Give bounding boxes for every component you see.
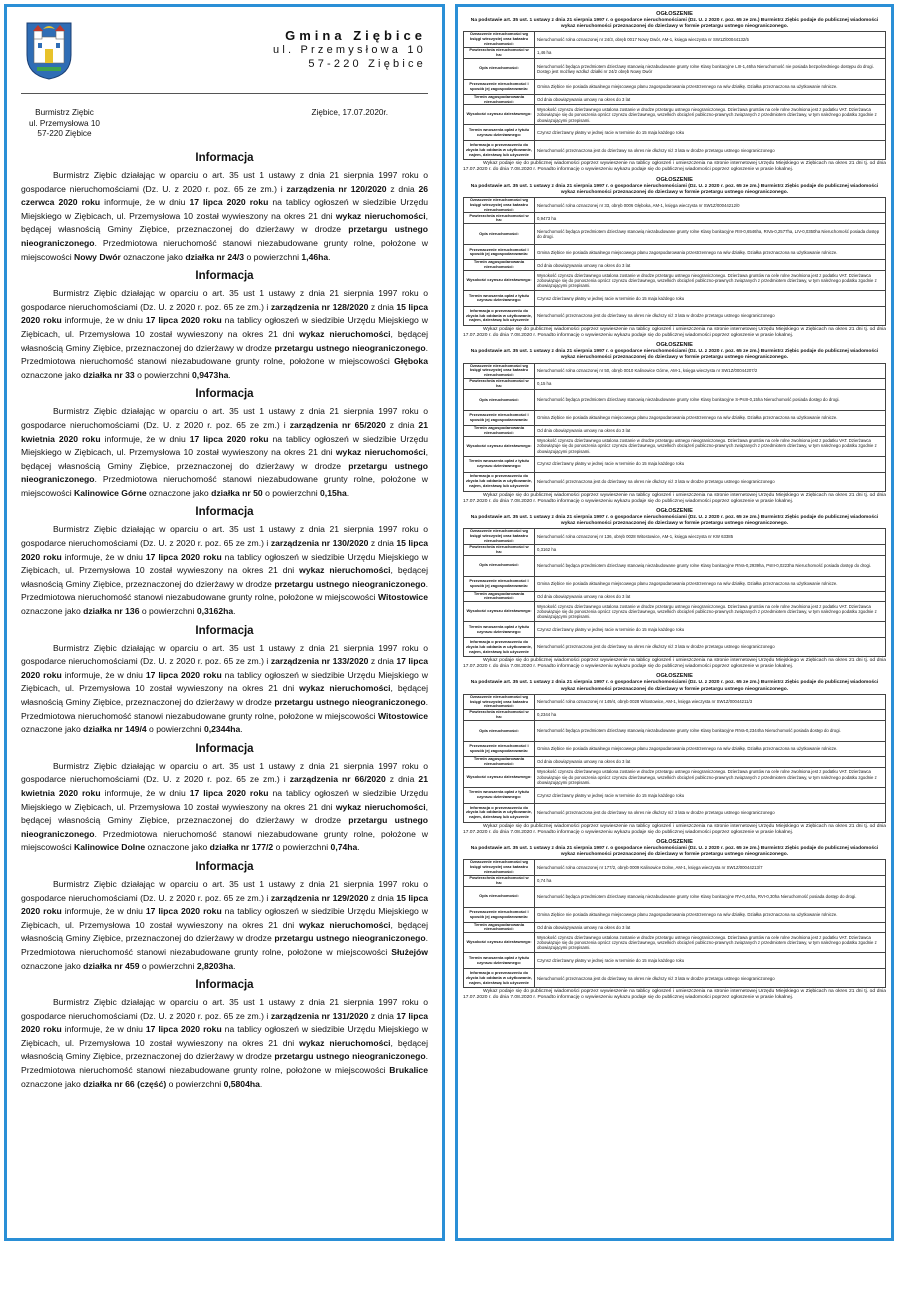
notice-label: Wysokość czynszu dzierżawnego: — [464, 105, 535, 125]
notice-label: Oznaczenie nieruchomości wg księgi wieczystej oraz katastru nieruchomości: — [464, 197, 535, 212]
info-emphasis: działka nr 136 — [83, 606, 140, 617]
letter-date: Ziębice, 17.07.2020r. — [311, 108, 388, 117]
notice-value: Gmina Ziębice nie posiada aktualnego miejscowego planu zagospodarowania przestrzennego na w/w działkę. Działka przeznaczona na użytkowanie rolnicze. — [535, 79, 886, 94]
info-emphasis: wykaz nieruchomości — [299, 683, 391, 694]
notice-row — [464, 79, 886, 94]
info-emphasis: przetargu ustnego nieograniczonego — [274, 342, 426, 353]
notice — [463, 508, 886, 671]
notice-row — [464, 456, 886, 472]
notice-row — [464, 757, 886, 768]
notice-value: Od dnia obowiązywania umowy na okres do 3 lat — [535, 922, 886, 933]
notice-title: OGŁOSZENIE — [656, 11, 693, 17]
notice-footer: Wykaz podaje się do publicznej wiadomości poprzez wywieszenie na tablicy ogłoszeń i umieszczenia na stronie internetowej Urzędu Miejskiego w Ziębicach na okres 21 dni tj. od dnia 17.07.2020 r. do dnia 7.08.2020 r. Ponadto informację o wywieszeniu wykazu podaje się do publicznej wiadomości poprzez ogłoszenie w prasie lokalnej. — [463, 823, 886, 835]
notice-value: Nieruchomość rolna oznaczonej nr 24/3, obręb 0017 Nowy Dwór, AM-1, księga wieczysta nr SW1Z/00044132/5 — [535, 32, 886, 47]
info-emphasis: 1,46ha — [301, 251, 329, 262]
notice-heading: Na podstawie art. 35 ust. 1 ustawy z dnia 21 sierpnia 1997 r. o gospodarce nieruchomościami (Dz. U. z 2020 r. poz. 65 ze zm.) Burmistrz Ziębic podaje do publicznej wiadomości wykaz nieruchomości przeznaczonej do dzierżawy w formie przetargu ustnego nieograniczonego. — [470, 18, 879, 30]
info-emphasis: 26 czerwca 2020 roku — [21, 183, 428, 208]
notice-label: Termin zagospodarowania nieruchomości: — [464, 94, 535, 105]
notice-label: Przeznaczenie nieruchomości i sposób jej zagospodarowania: — [464, 410, 535, 425]
notice-label: Informacja o przeznaczeniu do zbycia lub oddania w użytkowanie, najem, dzierżawę lub użyczenie — [464, 638, 535, 657]
notice-value: Nieruchomość przeznaczona jest do dzierżawy na okres nie dłuższy niż 3 lata w drodze przetargu ustnego nieograniczonego — [535, 306, 886, 325]
notice-label: Powierzchnia nieruchomości w ha: — [464, 213, 535, 224]
notice-label: Powierzchnia nieruchomości w ha: — [464, 710, 535, 721]
info-emphasis: wykaz nieruchomości — [299, 1037, 391, 1048]
notice-row — [464, 141, 886, 160]
notice-value: Gmina Ziębice nie posiada aktualnego miejscowego planu zagospodarowania przestrzennego na w/w działkę. Działka przeznaczona na użytkowanie rolnicze. — [535, 907, 886, 922]
notice-label: Informacja o przeznaczeniu do zbycia lub oddania w użytkowanie, najem, dzierżawę lub użyczenie — [464, 803, 535, 822]
notice-label: Termin wnoszenia opłat z tytułu czynszu dzierżawnego: — [464, 787, 535, 803]
notice-label: Oznaczenie nieruchomości wg księgi wieczystej oraz katastru nieruchomości: — [464, 529, 535, 544]
notice-label: Termin wnoszenia opłat z tytułu czynszu dzierżawnego: — [464, 125, 535, 141]
notice-label: Opis nieruchomości: — [464, 886, 535, 907]
notice-label: Termin wnoszenia opłat z tytułu czynszu dzierżawnego: — [464, 953, 535, 969]
notice-label: Informacja o przeznaczeniu do zbycia lub oddania w użytkowanie, najem, dzierżawę lub użyczenie — [464, 306, 535, 325]
address-row — [21, 108, 428, 148]
info-emphasis: przetargu ustnego nieograniczonego — [21, 460, 428, 485]
info-paragraph: Burmistrz Ziębic działając w oparciu o art. 35 ust 1 ustawy z dnia 21 sierpnia 1997 roku o gospodarce nieruchomościami (Dz. U. z 2020 r. poz. 65 ze zm.) i zarządzenia nr 130/2020 z dnia 15 lipca 2020 roku informuje, że w dniu 17 lipca 2020 roku na tablicy ogłoszeń w siedzibie Urzędu Miejskiego w Ziębicach, ul. Przemysłowa 10 został wywieszony na okres 21 dni wykaz nieruchomości, będącej własnością Gminy Ziębice, przeznaczonej do dzierżawy w drodze przetargu ustnego nieograniczonego. Przedmiotowa nieruchomość stanowi niezabudowane grunty rolne, położone w miejscowości Witostowice oznaczone jako działka nr 136 o powierzchni 0,3162ha. — [21, 524, 429, 617]
notice-label: Opis nieruchomości: — [464, 224, 535, 245]
info-emphasis: 2,8203ha — [196, 960, 234, 971]
notice-table — [463, 528, 886, 657]
notice-footer: Wykaz podaje się do publicznej wiadomości poprzez wywieszenie na tablicy ogłoszeń i umieszczenia na stronie internetowej Urzędu Miejskiego w Ziębicach na okres 21 dni tj. od dnia 17.07.2020 r. do dnia 7.08.2020 r. Ponadto informację o wywieszeniu wykazu podaje się do publicznej wiadomości poprzez ogłoszenie w prasie lokalnej. — [463, 492, 886, 504]
notice-value: Gmina Ziębice nie posiada aktualnego miejscowego planu zagospodarowania przestrzennego na w/w działkę. Działka przeznaczona na użytkowanie rolnicze. — [535, 742, 886, 757]
organization-block — [273, 29, 426, 71]
notice-row — [464, 436, 886, 456]
notice-label: Informacja o przeznaczeniu do zbycia lub oddania w użytkowanie, najem, dzierżawę lub użyczenie — [464, 969, 535, 988]
notice-row — [464, 969, 886, 988]
notice-value: Od dnia obowiązywania umowy na okres do 3 lat — [535, 591, 886, 602]
notice-label: Termin zagospodarowania nieruchomości: — [464, 260, 535, 271]
notice-value: Nieruchomość będąca przedmiotem dzierżawy stanowią niezabudowane grunty rolne Klasy bonitacyjne RIII-0,6546ha, RIVa-0,2577ha, LIV-0,0350ha Nieruchomość posiada dostęp do drogi. — [535, 224, 886, 245]
notice-value: Czynsz dzierżawny płatny w jednej racie w terminie do 15 maja każdego roku — [535, 456, 886, 472]
notice-value: 0,3162 ha — [535, 544, 886, 555]
notice-value: Czynsz dzierżawny płatny w jednej racie w terminie do 15 maja każdego roku — [535, 290, 886, 306]
notice-value: Wysokość czynszu dzierżawnego ustalona zostanie w drodze przetargu ustnego nieograniczonego. Dzierżawa gruntów na cele rolne zwolniona jest z podatku VAT. Dzierżawca zobowiązuje się do ponoszenia oprócz czynszu dzierżawnego, wszelkich obciążeń publiczno-prawnych związanych z przedmiotem dzierżawy, w tym należnego podatku zgodnie z obowiązującymi przepisami. — [535, 602, 886, 622]
info-emphasis: 17 lipca 2020 roku — [189, 197, 269, 208]
notice-value: Od dnia obowiązywania umowy na okres do 3 lat — [535, 260, 886, 271]
notice-footer: Wykaz podaje się do publicznej wiadomości poprzez wywieszenie na tablicy ogłoszeń i umieszczenia na stronie internetowej Urzędu Miejskiego w Ziębicach na okres 21 dni tj. od dnia 17.07.2020 r. do dnia 7.08.2020 r. Ponadto informację o wywieszeniu wykazu podaje się do publicznej wiadomości poprzez ogłoszenie w prasie lokalnej. — [463, 161, 886, 173]
notice-row — [464, 953, 886, 969]
notice-row — [464, 306, 886, 325]
info-emphasis: Głęboka — [394, 356, 428, 367]
notice-row — [464, 875, 886, 886]
notice-row — [464, 32, 886, 47]
notice-value: Gmina Ziębice nie posiada aktualnego miejscowego planu zagospodarowania przestrzennego na w/w działkę. Działka przeznaczona na użytkowanie rolnicze. — [535, 410, 886, 425]
notice-row — [464, 886, 886, 907]
info-emphasis: przetargu ustnego nieograniczonego — [21, 815, 428, 839]
sender-line: 57-220 Ziębice — [37, 129, 92, 138]
info-emphasis: zarządzenia nr 129/2020 — [270, 892, 369, 903]
notice-label: Termin zagospodarowania nieruchomości: — [464, 591, 535, 602]
notice-row — [464, 591, 886, 602]
notice-label: Termin zagospodarowania nieruchomości: — [464, 425, 535, 436]
notice — [463, 177, 886, 340]
notice-label: Przeznaczenie nieruchomości i sposób jej zagospodarowania: — [464, 245, 535, 260]
info-emphasis: 17 lipca 2020 roku — [189, 433, 269, 444]
notice-value: Czynsz dzierżawny płatny w jednej racie w terminie do 15 maja każdego roku — [535, 953, 886, 969]
info-emphasis: 15 lipca 2020 roku — [21, 538, 429, 562]
notice-value: Nieruchomość rolna oznaczonej nr 136, obręb 0028 Witostowice, AM-1, księga wieczysta nr KW 63385 — [535, 529, 886, 544]
notice-row — [464, 58, 886, 79]
info-title: Informacja — [195, 742, 254, 755]
notice-row — [464, 270, 886, 290]
info-emphasis: działka nr 459 — [83, 960, 140, 971]
info-emphasis: Kalinowice Dolne — [74, 842, 146, 853]
notice-value: Nieruchomość przeznaczona jest do dzierżawy na okres nie dłuższy niż 3 lata w drodze przetargu ustnego nieograniczonego — [535, 638, 886, 657]
notice-row — [464, 694, 886, 709]
info-emphasis: zarządzenia nr 66/2020 — [289, 774, 386, 785]
info-emphasis: 15 lipca 2020 roku — [21, 301, 429, 326]
info-emphasis: 0,3162ha — [196, 606, 234, 617]
info-paragraph: Burmistrz Ziębic działając w oparciu o art. 35 ust 1 ustawy z dnia 21 sierpnia 1997 roku o gospodarce nieruchomościami (Dz. U. z 2020 r. poz. 65 ze zm.) i zarządzenia nr 131/2020 z dnia 17 lipca 2020 roku informuje, że w dniu 17 lipca 2020 roku na tablicy ogłoszeń w siedzibie Urzędu Miejskiego w Ziębicach, ul. Przemysłowa 10 został wywieszony na okres 21 dni wykaz nieruchomości, będącej własnością Gminy Ziębice, przeznaczonej do dzierżawy w drodze przetargu ustnego nieograniczonego. Przedmiotowa nieruchomość stanowi niezabudowane grunty rolne, położone w miejscowości Brukalice oznaczone jako działka nr 66 (część) o powierzchni 0,5804ha. — [21, 997, 429, 1089]
notice-label: Oznaczenie nieruchomości wg księgi wieczystej oraz katastru nieruchomości: — [464, 363, 535, 378]
notice-value: Wysokość czynszu dzierżawnego ustalona zostanie w drodze przetargu ustnego nieograniczonego. Dzierżawa gruntów na cele rolne zwolniona jest z podatku VAT. Dzierżawca zobowiązuje się do ponoszenia oprócz czynszu dzierżawnego, wszelkich obciążeń publiczno-prawnych związanych z przedmiotem dzierżawy, w tym należnego podatku zgodnie z obowiązującymi przepisami. — [535, 105, 886, 125]
notice-value: Od dnia obowiązywania umowy na okres do 3 lat — [535, 94, 886, 105]
notice-label: Opis nieruchomości: — [464, 555, 535, 576]
info-emphasis: 15 lipca 2020 roku — [21, 892, 429, 917]
notice-title: OGŁOSZENIE — [656, 342, 693, 349]
notice-label: Powierzchnia nieruchomości w ha: — [464, 544, 535, 555]
notice-value: Czynsz dzierżawny płatny w jednej racie w terminie do 15 maja każdego roku — [535, 787, 886, 803]
notice-value: Nieruchomość będąca przedmiotem dzierżawy stanowią niezabudowane grunty rolne Klasy bonitacyjne LIII-1,46ha Nieruchomość nie posiada bezpośredniego dostępu do drogi. Dostęp jest możliwy wzdłuż działki nr 24/2 obręb Nowy Dwór — [535, 58, 886, 79]
info-emphasis: Służejów — [391, 946, 428, 957]
info-emphasis: wykaz nieruchomości — [335, 447, 426, 458]
header-divider — [21, 93, 428, 94]
info-emphasis: Kalinowice Górne — [74, 487, 147, 498]
notice-label: Opis nieruchomości: — [464, 58, 535, 79]
letterhead — [21, 15, 428, 93]
notice-row — [464, 260, 886, 271]
notice-row — [464, 767, 886, 787]
notice-value: Nieruchomość rolna oznaczonej nr 177/2, obręb 0009 Kalinowice Dolne, AM-1, księga wieczysta nr SW1Z/00044213/7 — [535, 860, 886, 875]
notice-table — [463, 197, 886, 326]
notice-row — [464, 922, 886, 933]
notice-label: Termin wnoszenia opłat z tytułu czynszu dzierżawnego: — [464, 290, 535, 306]
info-paragraph: Burmistrz Ziębic działając w oparciu o art. 35 ust 1 ustawy z dnia 21 sierpnia 1997 roku o gospodarce nieruchomościami (Dz. U. z 2020 r. poz. 65 ze zm.) i zarządzenia nr 65/2020 z dnia 21 kwietnia 2020 roku informuje, że w dniu 17 lipca 2020 roku na tablicy ogłoszeń w siedzibie Urzędu Miejskiego w Ziębicach, ul. Przemysłowa 10 został wywieszony na okres 21 dni wykaz nieruchomości, będącej własnością Gminy Ziębice, przeznaczonej do dzierżawy w drodze przetargu ustnego nieograniczonego. Przedmiotowa nieruchomość stanowi niezabudowane grunty rolne, położone w miejscowości Kalinowice Górne oznaczone jako działka nr 50 o powierzchni 0,15ha. — [21, 406, 428, 498]
notice-row — [464, 105, 886, 125]
info-emphasis: przetargu ustnego nieograniczonego — [274, 697, 426, 707]
info-emphasis: wykaz nieruchomości — [335, 801, 426, 812]
notice-label: Informacja o przeznaczeniu do zbycia lub oddania w użytkowanie, najem, dzierżawę lub użyczenie — [464, 472, 535, 491]
notice-value: Wysokość czynszu dzierżawnego ustalona zostanie w drodze przetargu ustnego nieograniczonego. Dzierżawa gruntów na cele rolne zwolniona jest z podatku VAT. Dzierżawca zobowiązuje się do ponoszenia oprócz czynszu dzierżawnego, wszelkich obciążeń publiczno-prawnych związanych z przedmiotem dzierżawy, w tym należnego podatku zgodnie z obowiązującymi przepisami. — [535, 270, 886, 290]
notice-heading: Na podstawie art. 35 ust. 1 ustawy z dnia 21 sierpnia 1997 r. o gospodarce nieruchomościami (Dz. U. z 2020 r. poz. 65 ze zm.) Burmistrz Ziębic podaje do publicznej wiadomości wykaz nieruchomości przeznaczonej do dzierżawy w formie przetargu ustnego nieograniczonego. — [470, 845, 879, 858]
notice-row — [464, 787, 886, 803]
notice-value: Nieruchomość będąca przedmiotem dzierżawy stanowią niezabudowane grunty rolne Klasy bonitacyjne RIVa-0,2939ha, PsIII-0,0223ha Nieruchomość posiada dostęp do drogi. — [535, 555, 886, 576]
info-emphasis: wykaz nieruchomości — [299, 565, 391, 576]
notice-row — [464, 389, 886, 410]
info-emphasis: 17 lipca 2020 roku — [145, 315, 222, 326]
notice-row — [464, 245, 886, 260]
org-street: ul. Przemysłowa 10 — [273, 44, 426, 56]
notice-table — [463, 31, 886, 160]
info-emphasis: Witostowice — [377, 710, 428, 721]
sender-line: Burmistrz Ziębic — [35, 108, 94, 117]
notice-label: Przeznaczenie nieruchomości i sposób jej zagospodarowania: — [464, 576, 535, 591]
info-emphasis: 17 lipca 2020 roku — [145, 669, 222, 680]
notice-value: Nieruchomość będąca przedmiotem dzierżawy stanowią niezabudowane grunty rolne Klasy bonitacyjne RIVa-0,2344ha Nieruchomość posiada dostęp do drogi. — [535, 721, 886, 742]
notice-value: Czynsz dzierżawny płatny w jednej racie w terminie do 15 maja każdego roku — [535, 622, 886, 638]
notice-row — [464, 742, 886, 757]
notice-label: Termin wnoszenia opłat z tytułu czynszu dzierżawnego: — [464, 622, 535, 638]
notice-label: Wysokość czynszu dzierżawnego: — [464, 436, 535, 456]
notice-value: Gmina Ziębice nie posiada aktualnego miejscowego planu zagospodarowania przestrzennego na w/w działkę. Działka przeznaczona na użytkowanie rolnicze. — [535, 245, 886, 260]
notice-heading: Na podstawie art. 35 ust. 1 ustawy z dnia 21 sierpnia 1997 r. o gospodarce nieruchomościami (Dz. U. z 2020 r. poz. 65 ze zm.) Burmistrz Ziębic podaje do publicznej wiadomości wykaz nieruchomości przeznaczonej do dzierżawy w formie przetargu ustnego nieograniczonego. — [470, 349, 879, 361]
info-emphasis: zarządzenia nr 131/2020 — [270, 1010, 369, 1021]
info-emphasis: wykaz nieruchomości — [299, 919, 391, 930]
notice-value: Nieruchomość rolna oznaczonej nr 50, obręb 0010 Kalinowice Górne, AM-1, księga wieczysta nr SW1Z/00044207/2 — [535, 363, 886, 378]
notice-row — [464, 472, 886, 491]
notice-value: Wysokość czynszu dzierżawnego ustalona zostanie w drodze przetargu ustnego nieograniczonego. Dzierżawa gruntów na cele rolne zwolniona jest z podatku VAT. Dzierżawca zobowiązuje się do ponoszenia oprócz czynszu dzierżawnego, wszelkich obciążeń publiczno-prawnych związanych z przedmiotem dzierżawy, w tym należnego podatku zgodnie z obowiązującymi przepisami. — [535, 767, 886, 787]
info-paragraph: Burmistrz Ziębic działając w oparciu o art. 35 ust 1 ustawy z dnia 21 sierpnia 1997 roku o gospodarce nieruchomościami (Dz. U. z 2020 r. poz. 65 ze zm.) i zarządzenia nr 120/2020 z dnia 26 czerwca 2020 roku informuje, że w dniu 17 lipca 2020 roku na tablicy ogłoszeń w siedzibie Urzędu Miejskiego w Ziębicach, ul. Przemysłowa 10 został wywieszony na okres 21 dni wykaz nieruchomości, będącej własnością Gminy Ziębice, przeznaczonej do dzierżawy w drodze przetargu ustnego nieograniczonego. Przedmiotowa nieruchomość stanowi niezabudowane grunty rolne, położone w miejscowości Nowy Dwór oznaczone jako działka nr 24/3 o powierzchni 1,46ha. — [21, 170, 429, 262]
notice-value: Od dnia obowiązywania umowy na okres do 3 lat — [535, 425, 886, 436]
notice — [463, 11, 886, 174]
notice-row — [464, 410, 886, 425]
notice-value: Nieruchomość przeznaczona jest do dzierżawy na okres nie dłuższy niż 3 lata w drodze przetargu ustnego nieograniczonego — [535, 803, 886, 822]
info-emphasis: zarządzenia nr 128/2020 — [270, 301, 369, 312]
info-emphasis: działka nr 66 (część) — [83, 1078, 167, 1089]
info-emphasis: działka nr 177/2 — [209, 842, 274, 853]
org-name: Gmina Ziębice — [285, 28, 426, 43]
notice-label: Przeznaczenie nieruchomości i sposób jej zagospodarowania: — [464, 907, 535, 922]
notice-row — [464, 47, 886, 58]
info-emphasis: przetargu ustnego nieograniczonego — [274, 1051, 426, 1062]
info-paragraph: Burmistrz Ziębic działając w oparciu o art. 35 ust 1 ustawy z dnia 21 sierpnia 1997 roku o gospodarce nieruchomościami (Dz. U. z 2020 r. poz. 65 ze zm.) i zarządzenia nr 66/2020 z dnia 21 kwietnia 2020 roku informuje, że w dniu 17 lipca 2020 roku na tablicy ogłoszeń w siedzibie Urzędu Miejskiego w Ziębicach, ul. Przemysłowa 10 został wywieszony na okres 21 dni wykaz nieruchomości, będącej własnością Gminy Ziębice, przeznaczonej do dzierżawy w drodze przetargu ustnego nieograniczonego. Przedmiotowa nieruchomość stanowi niezabudowane grunty rolne, położone w miejscowości Kalinowice Dolne oznaczone jako działka nr 177/2 o powierzchni 0,74ha. — [21, 760, 428, 853]
info-title: Informacja — [195, 624, 254, 637]
info-emphasis: przetargu ustnego nieograniczonego — [274, 933, 426, 944]
notice-value: Nieruchomość przeznaczona jest do dzierżawy na okres nie dłuższy niż 3 lata w drodze przetargu ustnego nieograniczonego — [535, 969, 886, 988]
notice-row — [464, 197, 886, 212]
notice — [463, 673, 886, 836]
notice-value: 0,9473 ha — [535, 213, 886, 224]
info-emphasis: 21 kwietnia 2020 roku — [21, 419, 428, 444]
notice-row — [464, 576, 886, 591]
notice-row — [464, 363, 886, 378]
notice-label: Opis nieruchomości: — [464, 389, 535, 410]
info-emphasis: 0,15ha — [320, 487, 347, 498]
info-emphasis: Witostowice — [377, 592, 428, 603]
info-emphasis: zarządzenia nr 133/2020 — [270, 656, 369, 667]
info-emphasis: działka nr 24/3 — [185, 251, 245, 262]
notice-row — [464, 224, 886, 245]
information-panel — [4, 4, 445, 1241]
notice-value: Nieruchomość rolna oznaczonej nr 33, obręb 0006 Głęboka, AM-1, księga wieczysta nr SW1Z/00044212/0 — [535, 197, 886, 212]
notice-label: Termin wnoszenia opłat z tytułu czynszu dzierżawnego: — [464, 456, 535, 472]
info-emphasis: zarządzenia nr 120/2020 — [286, 183, 387, 194]
notice-value: Nieruchomość przeznaczona jest do dzierżawy na okres nie dłuższy niż 3 lata w drodze przetargu ustnego nieograniczonego — [535, 141, 886, 160]
notice-value: Nieruchomość rolna oznaczonej nr 149/4, obręb 0028 Witostowice, AM-1, księga wieczysta nr SW1Z/00044211/3 — [535, 694, 886, 709]
notice-title: OGŁOSZENIE — [656, 176, 693, 183]
notice-value: 0,15 ha — [535, 378, 886, 389]
notice-label: Wysokość czynszu dzierżawnego: — [464, 602, 535, 622]
notice-value: Czynsz dzierżawny płatny w jednej racie w terminie do 15 maja każdego roku — [535, 125, 886, 141]
notice-footer: Wykaz podaje się do publicznej wiadomości poprzez wywieszenie na tablicy ogłoszeń i umieszczenia na stronie internetowej Urzędu Miejskiego w Ziębicach na okres 21 dni tj. od dnia 17.07.2020 r. do dnia 7.08.2020 r. Ponadto informację o wywieszeniu wykazu podaje się do publicznej wiadomości poprzez ogłoszenie w prasie lokalnej. — [463, 326, 886, 339]
notice-footer: Wykaz podaje się do publicznej wiadomości poprzez wywieszenie na tablicy ogłoszeń i umieszczenia na stronie internetowej Urzędu Miejskiego w Ziębicach na okres 21 dni tj. od dnia 17.07.2020 r. do dnia 7.08.2020 r. Ponadto informację o wywieszeniu wykazu podaje się do publicznej wiadomości poprzez ogłoszenie w prasie lokalnej. — [463, 658, 886, 670]
notice-row — [464, 721, 886, 742]
info-title: Informacja — [195, 270, 254, 283]
notice — [463, 342, 886, 505]
info-emphasis: wykaz nieruchomości — [299, 328, 391, 339]
notice-label: Wysokość czynszu dzierżawnego: — [464, 270, 535, 290]
info-emphasis: 17 lipca 2020 roku — [21, 656, 429, 680]
info-emphasis: 0,74ha — [330, 842, 358, 853]
notice-footer: Wykaz podaje się do publicznej wiadomości poprzez wywieszenie na tablicy ogłoszeń i umieszczenia na stronie internetowej Urzędu Miejskiego w Ziębicach na okres 21 dni tj. od dnia 17.07.2020 r. do dnia 7.08.2020 r. Ponadto informację o wywieszeniu wykazu podaje się do publicznej wiadomości poprzez ogłoszenie w prasie lokalnej. — [463, 989, 886, 1001]
info-emphasis: 0,2344ha — [203, 724, 241, 735]
notice-row — [464, 907, 886, 922]
info-emphasis: działka nr 50 — [211, 487, 263, 498]
notice-row — [464, 622, 886, 638]
notice-row — [464, 602, 886, 622]
notice-title: OGŁOSZENIE — [656, 838, 693, 845]
notice-row — [464, 555, 886, 576]
info-emphasis: Brukalice — [389, 1065, 428, 1076]
info-paragraph: Burmistrz Ziębic działając w oparciu o art. 35 ust 1 ustawy z dnia 21 sierpnia 1997 roku o gospodarce nieruchomościami (Dz. U. z 2020 r. poz. 65 ze zm.) i zarządzenia nr 129/2020 z dnia 15 lipca 2020 roku informuje, że w dniu 17 lipca 2020 roku na tablicy ogłoszeń w siedzibie Urzędu Miejskiego w Ziębicach, ul. Przemysłowa 10 został wywieszony na okres 21 dni wykaz nieruchomości, będącej własnością Gminy Ziębice, przeznaczonej do dzierżawy w drodze przetargu ustnego nieograniczonego. Przedmiotowa nieruchomość stanowi niezabudowane grunty rolne, położone w miejscowości Służejów oznaczone jako działka nr 459 o powierzchni 2,8203ha. — [21, 878, 429, 971]
info-emphasis: zarządzenia nr 130/2020 — [270, 538, 369, 549]
notice-table — [463, 859, 886, 988]
info-emphasis: działka nr 33 — [83, 369, 135, 380]
info-emphasis: 17 lipca 2020 roku — [21, 1010, 429, 1035]
info-paragraph: Burmistrz Ziębic działając w oparciu o art. 35 ust 1 ustawy z dnia 21 sierpnia 1997 roku o gospodarce nieruchomościami (Dz. U. z 2020 r. poz. 65 ze zm.) i zarządzenia nr 133/2020 z dnia 17 lipca 2020 roku informuje, że w dniu 17 lipca 2020 roku na tablicy ogłoszeń w siedzibie Urzędu Miejskiego w Ziębicach, ul. Przemysłowa 10 został wywieszony na okres 21 dni wykaz nieruchomości, będącej własnością Gminy Ziębice, przeznaczonej do dzierżawy w drodze przetargu ustnego nieograniczonego. Przedmiotowa nieruchomość stanowi niezabudowane grunty rolne, położone w miejscowości Witostowice oznaczone jako działka nr 149/4 o powierzchni 0,2344ha. — [21, 642, 429, 735]
notice-list — [463, 11, 886, 1001]
info-title: Informacja — [195, 506, 254, 519]
notice-label: Termin zagospodarowania nieruchomości: — [464, 922, 535, 933]
notice-label: Przeznaczenie nieruchomości i sposób jej zagospodarowania: — [464, 79, 535, 94]
notice-heading: Na podstawie art. 35 ust. 1 ustawy z dnia 21 sierpnia 1997 r. o gospodarce nieruchomościami (Dz. U. z 2020 r. poz. 65 ze zm.) Burmistrz Ziębic podaje do publicznej wiadomości wykaz nieruchomości przeznaczonej do dzierżawy w formie przetargu ustnego nieograniczonego. — [470, 183, 879, 195]
info-title: Informacja — [195, 979, 254, 992]
notice-label: Wysokość czynszu dzierżawnego: — [464, 767, 535, 787]
notice-table — [463, 363, 886, 492]
notice-label: Opis nieruchomości: — [464, 721, 535, 742]
notice-row — [464, 803, 886, 822]
notice-label: Oznaczenie nieruchomości wg księgi wieczystej oraz katastru nieruchomości: — [464, 694, 535, 709]
info-emphasis: 17 lipca 2020 roku — [145, 1024, 222, 1035]
notice-label: Powierzchnia nieruchomości w ha: — [464, 875, 535, 886]
notices-panel — [455, 4, 894, 1241]
notice-value: Wysokość czynszu dzierżawnego ustalona zostanie w drodze przetargu ustnego nieograniczonego. Dzierżawa gruntów na cele rolne zwolniona jest z podatku VAT. Dzierżawca zobowiązuje się do ponoszenia oprócz czynszu dzierżawnego, wszelkich obciążeń publiczno-prawnych związanych z przedmiotem dzierżawy, w tym należnego podatku zgodnie z obowiązującymi przepisami. — [535, 933, 886, 953]
info-paragraph: Burmistrz Ziębic działając w oparciu o art. 35 ust 1 ustawy z dnia 21 sierpnia 1997 roku o gospodarce nieruchomościami (Dz. U. z 2020 r. poz. 65 ze zm.) i zarządzenia nr 128/2020 z dnia 15 lipca 2020 roku informuje, że w dniu 17 lipca 2020 roku na tablicy ogłoszeń w siedzibie Urzędu Miejskiego w Ziębicach, ul. Przemysłowa 10 został wywieszony na okres 21 dni wykaz nieruchomości, będącej własnością Gminy Ziębice, przeznaczonej do dzierżawy w drodze przetargu ustnego nieograniczonego. Przedmiotowa nieruchomość stanowi niezabudowane grunty rolne, położone w miejscowości Głęboka oznaczone jako działka nr 33 o powierzchni 0,9473ha. — [21, 288, 429, 380]
info-emphasis: Nowy Dwór — [74, 251, 121, 262]
info-emphasis: działka nr 149/4 — [83, 724, 147, 735]
info-emphasis: 0,5804ha — [223, 1078, 260, 1089]
notice-row — [464, 529, 886, 544]
notice-value: Wysokość czynszu dzierżawnego ustalona zostanie w drodze przetargu ustnego nieograniczonego. Dzierżawa gruntów na cele rolne zwolniona jest z podatku VAT. Dzierżawca zobowiązuje się do ponoszenia oprócz czynszu dzierżawnego, wszelkich obciążeń publiczno-prawnych związanych z przedmiotem dzierżawy, w tym należnego podatku zgodnie z obowiązującymi przepisami. — [535, 436, 886, 456]
notice-title: OGŁOSZENIE — [656, 673, 693, 680]
info-emphasis: 0,9473ha — [192, 369, 229, 380]
notice-label: Przeznaczenie nieruchomości i sposób jej zagospodarowania: — [464, 742, 535, 757]
sender-address — [29, 108, 100, 140]
notice-value: Od dnia obowiązywania umowy na okres do 3 lat — [535, 757, 886, 768]
notice-value: 1,46 ha — [535, 47, 886, 58]
notice-value: Nieruchomość będąca przedmiotem dzierżawy stanowią niezabudowane grunty rolne Klasy bonitacyjne S-PsIII-0,15ha Nieruchomość posiada dostęp do drogi. — [535, 389, 886, 410]
information-list — [21, 152, 428, 1091]
notice-value: 0,74 ha — [535, 875, 886, 886]
notice-value: 0,2344 ha — [535, 710, 886, 721]
notice-table — [463, 694, 886, 823]
notice-label: Oznaczenie nieruchomości wg księgi wieczystej oraz katastru nieruchomości: — [464, 860, 535, 875]
notice-row — [464, 378, 886, 389]
notice-label: Termin zagospodarowania nieruchomości: — [464, 757, 535, 768]
notice-row — [464, 125, 886, 141]
info-emphasis: 17 lipca 2020 roku — [189, 787, 269, 798]
notice-title: OGŁOSZENIE — [656, 507, 693, 514]
info-title: Informacja — [195, 388, 254, 401]
info-emphasis: przetargu ustnego nieograniczonego — [21, 224, 428, 248]
notice-row — [464, 933, 886, 953]
notice-row — [464, 94, 886, 105]
info-emphasis: przetargu ustnego nieograniczonego — [274, 578, 426, 589]
notice-label: Powierzchnia nieruchomości w ha: — [464, 378, 535, 389]
notice — [463, 839, 886, 1002]
info-emphasis: wykaz nieruchomości — [335, 210, 426, 221]
info-emphasis: zarządzenia nr 65/2020 — [289, 419, 386, 430]
notice-row — [464, 290, 886, 306]
notice-label: Oznaczenie nieruchomości wg księgi wieczystej oraz katastru nieruchomości: — [464, 32, 535, 47]
sender-line: ul. Przemysłowa 10 — [29, 118, 100, 128]
info-emphasis: 17 lipca 2020 roku — [145, 906, 222, 917]
notice-value: Gmina Ziębice nie posiada aktualnego miejscowego planu zagospodarowania przestrzennego na w/w działkę. Działka przeznaczona na użytkowanie rolnicze. — [535, 576, 886, 591]
org-postal: 57-220 Ziębice — [308, 58, 426, 70]
notice-heading: Na podstawie art. 35 ust. 1 ustawy z dnia 21 sierpnia 1997 r. o gospodarce nieruchomościami (Dz. U. z 2020 r. poz. 65 ze zm.) Burmistrz Ziębic podaje do publicznej wiadomości wykaz nieruchomości przeznaczonej do dzierżawy w formie przetargu ustnego nieograniczonego. — [470, 514, 879, 526]
info-emphasis: 17 lipca 2020 roku — [145, 551, 222, 562]
notice-label: Powierzchnia nieruchomości w ha: — [464, 47, 535, 58]
notice-row — [464, 425, 886, 436]
notice-label: Informacja o przeznaczeniu do zbycia lub oddania w użytkowanie, najem, dzierżawę lub użyczenie — [464, 141, 535, 160]
notice-value: Nieruchomość przeznaczona jest do dzierżawy na okres nie dłuższy niż 3 lata w drodze przetargu ustnego nieograniczonego — [535, 472, 886, 491]
notice-row — [464, 638, 886, 657]
notice-row — [464, 710, 886, 721]
coat-of-arms-icon — [25, 21, 73, 81]
notice-value: Nieruchomość będąca przedmiotem dzierżawy stanowią niezabudowane grunty rolne Klasy bonitacyjne RV-0,44ha, RVI-0,30ha Nieruchomość posiada dostęp do drogi. — [535, 886, 886, 907]
notice-row — [464, 860, 886, 875]
notice-row — [464, 213, 886, 224]
info-title: Informacja — [195, 860, 254, 873]
info-emphasis: 21 kwietnia 2020 roku — [21, 774, 428, 798]
notice-label: Wysokość czynszu dzierżawnego: — [464, 933, 535, 953]
notice-heading: Na podstawie art. 35 ust. 1 ustawy z dnia 21 sierpnia 1997 r. o gospodarce nieruchomościami (Dz. U. z 2020 r. poz. 65 ze zm.) Burmistrz Ziębic podaje do publicznej wiadomości wykaz nieruchomości przeznaczonej do dzierżawy w formie przetargu ustnego nieograniczonego. — [470, 680, 879, 692]
notice-row — [464, 544, 886, 555]
info-title: Informacja — [195, 152, 254, 164]
